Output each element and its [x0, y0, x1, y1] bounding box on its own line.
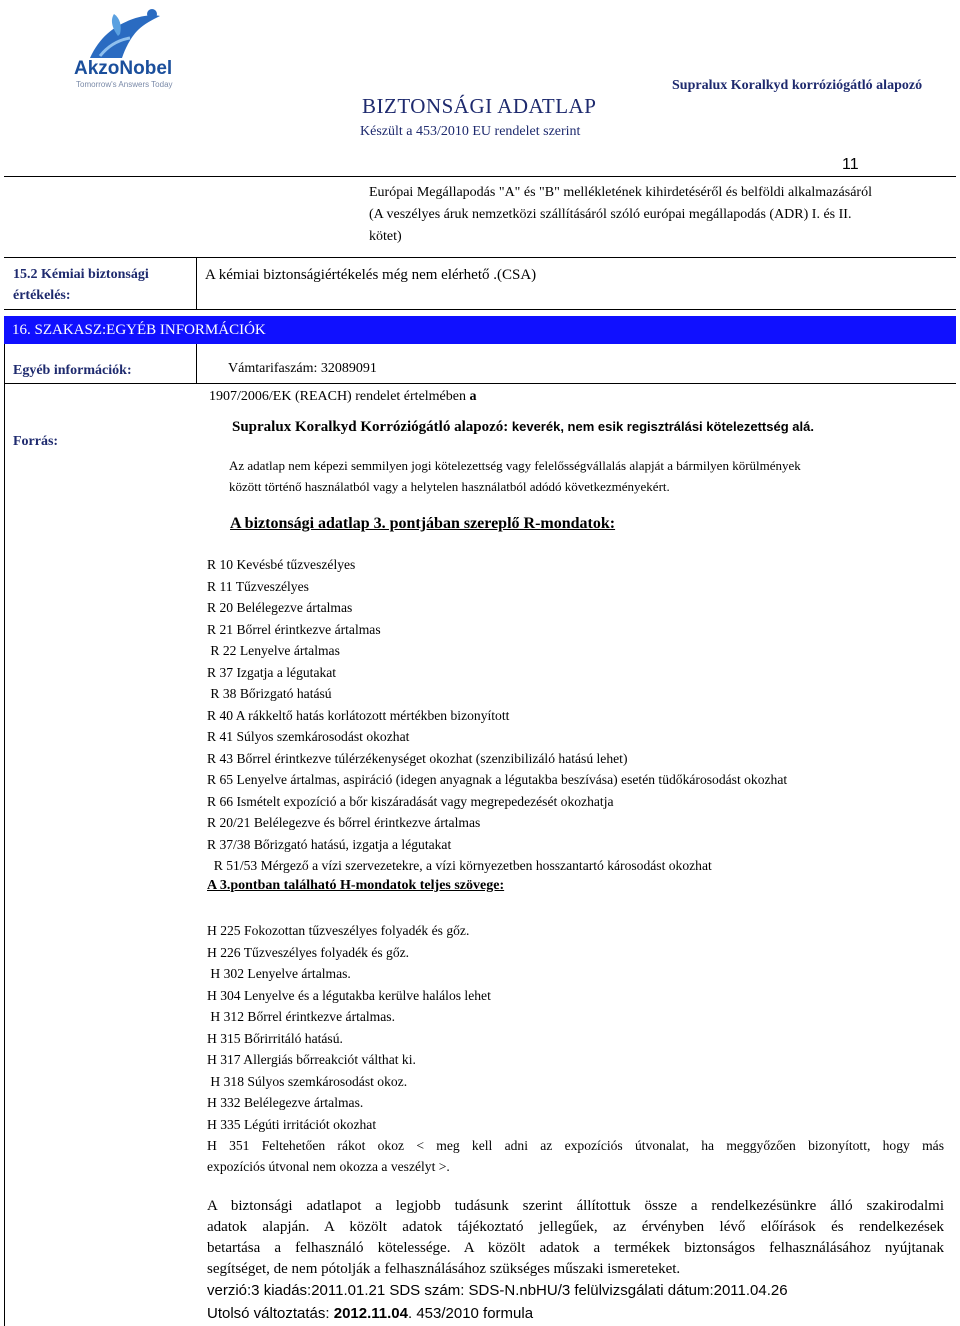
- h351-text: [207, 1135, 944, 1177]
- logo-wordmark: AkzoNobel: [74, 58, 173, 79]
- list-item: R 11 Tűzveszélyes: [207, 578, 309, 594]
- disclaimer: [229, 455, 801, 497]
- closing-line: betartása a felhasználó kötelessége. A közölt adatok a termékek biztonságos felhasználásához nyújtanak: [207, 1240, 944, 1256]
- list-item: R 20/21 Belélegezve és bőrrel érintkezve ártalmas: [207, 815, 481, 830]
- divider: [4, 257, 956, 258]
- reach-a: a: [469, 389, 477, 404]
- divider: [4, 309, 956, 310]
- list-item: R 37 Izgatja a légutakat: [207, 664, 337, 680]
- list-item: R 10 Kevésbé tűzveszélyes: [207, 557, 356, 572]
- last-change-date: 2012.11.04: [333, 1305, 408, 1322]
- list-item: R 43 Bőrrel érintkezve túlérzékenységet okozhat (szenzibilizáló hatású lehet): [207, 750, 628, 766]
- h351-line: expozíciós útvonal nem okozza a veszélyt >.: [207, 1159, 450, 1174]
- list-item: H 335 Légúti irritációt okozhat: [207, 1116, 377, 1132]
- list-item: H 318 Súlyos szemkárosodást okoz.: [207, 1073, 408, 1089]
- h351-line: H 351 Feltehetően rákot okoz < meg kell adni az expozíciós útvonalat, ha meggyőzően bizonyított, hogy más: [207, 1138, 944, 1153]
- list-item: R 22 Lenyelve ártalmas: [207, 643, 340, 658]
- product-bold: Supralux Koralkyd Korróziógátló alapozó:: [232, 419, 509, 435]
- intro-line: kötet): [369, 229, 402, 244]
- reach-reference: [209, 386, 476, 407]
- closing-line: segítséget, de nem pótolják a felhasználásához szükséges műszaki ismereteket.: [207, 1261, 681, 1277]
- list-item: H 302 Lenyelve ártalmas.: [207, 966, 351, 981]
- product-rest: keverék, nem esik regisztrálási kötelezettség alá.: [508, 419, 814, 434]
- divider: [4, 383, 956, 384]
- h-phrases-list: [207, 920, 491, 1135]
- list-item: R 38 Bőrizgató hatású: [207, 686, 332, 701]
- label-line: értékelés:: [13, 288, 71, 303]
- last-change-label: Utolsó változtatás:: [207, 1305, 334, 1322]
- document-title: BIZTONSÁGI ADATLAP: [362, 94, 597, 118]
- version-info: verzió:3 kiadás:2011.01.21 SDS szám: SDS-N.nbHU/3 felülvizsgálati dátum:2011.04.26: [207, 1282, 788, 1299]
- last-change-suffix: . 453/2010 formula: [407, 1305, 534, 1322]
- product-registration: [232, 416, 814, 439]
- list-item: H 332 Belélegezve ártalmas.: [207, 1095, 364, 1110]
- intro-text: [369, 182, 872, 248]
- section-title: 16. SZAKASZ:EGYÉB INFORMÁCIÓK: [12, 322, 266, 338]
- r-phrases-heading: A biztonsági adatlap 3. pontjában szereplő R-mondatok:: [230, 515, 616, 532]
- disclaimer-line: között történő használatból vagy a helytelen használatból adódó következményekért.: [229, 479, 670, 494]
- list-item: R 37/38 Bőrizgató hatású, izgatja a légutakat: [207, 836, 452, 852]
- section-15-2-label: [13, 264, 149, 306]
- list-item: H 225 Fokozottan tűzveszélyes folyadék és gőz.: [207, 923, 470, 938]
- column-divider: [196, 344, 197, 384]
- list-item: R 65 Lenyelve ártalmas, aspiráció (idegen anyagnak a légutakba beszívása) esetén tüdőkárosodást okozhat: [207, 772, 788, 787]
- column-divider: [196, 257, 197, 309]
- akzonobel-logo: [60, 6, 190, 92]
- page-number: 11: [842, 156, 859, 173]
- section-16-header: [4, 316, 956, 344]
- list-item: R 20 Belélegezve ártalmas: [207, 600, 353, 615]
- closing-statement: [207, 1196, 944, 1280]
- document-subtitle: Készült a 453/2010 EU rendelet szerint: [360, 124, 581, 139]
- list-item: R 40 A rákkeltő hatás korlátozott mértékben bizonyított: [207, 707, 510, 723]
- logo-figure-icon: [60, 6, 190, 62]
- list-item: H 312 Bőrrel érintkezve ártalmas.: [207, 1009, 395, 1024]
- h-phrases-heading: A 3.pontban található H-mondatok teljes szövege:: [207, 878, 505, 893]
- list-item: R 41 Súlyos szemkárosodást okozhat: [207, 729, 410, 744]
- customs-number: Vámtarifaszám: 32089091: [228, 361, 377, 376]
- disclaimer-line: Az adatlap nem képezi semmilyen jogi kötelezettség vagy felelősségvállalás alapját a bármilyen körülmények: [229, 458, 801, 473]
- list-item: H 226 Tűzveszélyes folyadék és gőz.: [207, 944, 410, 960]
- closing-line: A biztonsági adatlapot a legjobb tudásunk szerint állítottuk össze a rendelkezésünkre álló szakirodalmi: [207, 1198, 944, 1214]
- closing-line: adatok alapján. A közölt adatok tájékoztató jellegűek, az érvényben lévő előírások és rendelkezések: [207, 1219, 944, 1235]
- header-product-name: Supralux Koralkyd korróziógátló alapozó: [672, 78, 923, 93]
- label-line: 15.2 Kémiai biztonsági: [13, 267, 149, 282]
- section-15-2-value: A kémiai biztonságiértékelés még nem elérhető .(CSA): [205, 267, 537, 283]
- list-item: H 317 Allergiás bőrreakciót válthat ki.: [207, 1052, 416, 1067]
- left-border: [4, 344, 5, 1326]
- list-item: H 315 Bőrirritáló hatású.: [207, 1030, 343, 1046]
- r-phrases-list: [207, 554, 787, 877]
- last-change: [207, 1305, 533, 1322]
- logo-tagline: Tomorrow's Answers Today: [76, 80, 173, 89]
- list-item: R 66 Ismételt expozíció a bőr kiszáradását vagy megrepedezését okozhatja: [207, 793, 614, 809]
- divider: [4, 176, 956, 177]
- list-item: H 304 Lenyelve és a légutakba kerülve halálos lehet: [207, 987, 491, 1003]
- list-item: R 51/53 Mérgező a vízi szervezetekre, a vízi környezetben hosszantartó károsodást okozhat: [207, 858, 712, 873]
- source-label: Forrás:: [13, 434, 59, 449]
- list-item: R 21 Bőrrel érintkezve ártalmas: [207, 621, 381, 637]
- intro-line: (A veszélyes áruk nemzetközi szállításáról szóló európai megállapodás (ADR) I. és II.: [369, 207, 852, 222]
- other-info-label: Egyéb információk:: [13, 363, 132, 378]
- reach-text: 1907/2006/EK (REACH) rendelet értelmében: [209, 389, 466, 404]
- intro-line: Európai Megállapodás "A" és "B" mellékletének kihirdetéséről és belföldi alkalmazásáról: [369, 185, 872, 200]
